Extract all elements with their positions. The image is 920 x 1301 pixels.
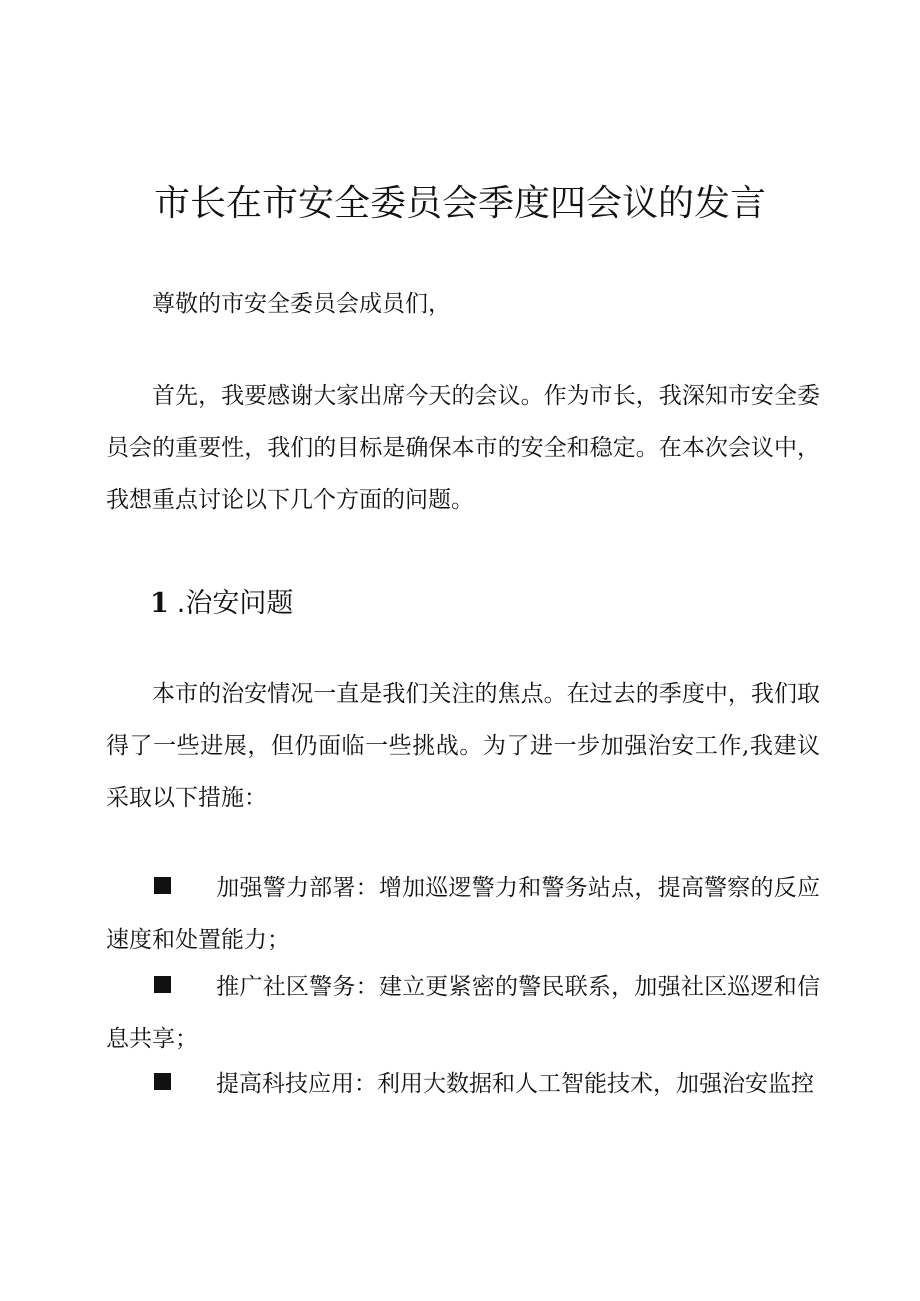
section-number: 1 [150, 588, 169, 619]
list-item-text: 提高科技应用：利用大数据和人工智能技术，加强治安监控 [216, 1071, 814, 1097]
document-title: 市长在市安全委员会季度四会议的发言 [153, 183, 766, 224]
square-bullet-icon [154, 1073, 171, 1090]
section-heading [150, 578, 293, 630]
intro-paragraph: 首先，我要感谢大家出席今天的会议。作为市长，我深知市安全委员会的重要性，我们的目标是确保本市的安全和稳定。在本次会议中，我想重点讨论以下几个方面的问题。 [106, 383, 820, 513]
list-item-text: 推广社区警务：建立更紧密的警民联系，加强社区巡逻和信息共享； [106, 974, 820, 1052]
list-item [106, 961, 820, 1065]
square-bullet-icon [154, 877, 171, 894]
section-heading-text: .治安问题 [176, 588, 294, 619]
section-body-paragraph: 本市的治安情况一直是我们关注的焦点。在过去的季度中，我们取得了一些进展，但仍面临一些挑战。为了进一步加强治安工作,我建议采取以下措施： [106, 681, 820, 811]
salutation: 尊敬的市安全委员会成员们， [152, 291, 451, 317]
list-item [106, 862, 820, 966]
list-item-text: 加强警力部署：增加巡逻警力和警务站点，提高警察的反应速度和处置能力； [106, 875, 820, 953]
list-item [106, 1058, 820, 1110]
square-bullet-icon [154, 976, 171, 993]
